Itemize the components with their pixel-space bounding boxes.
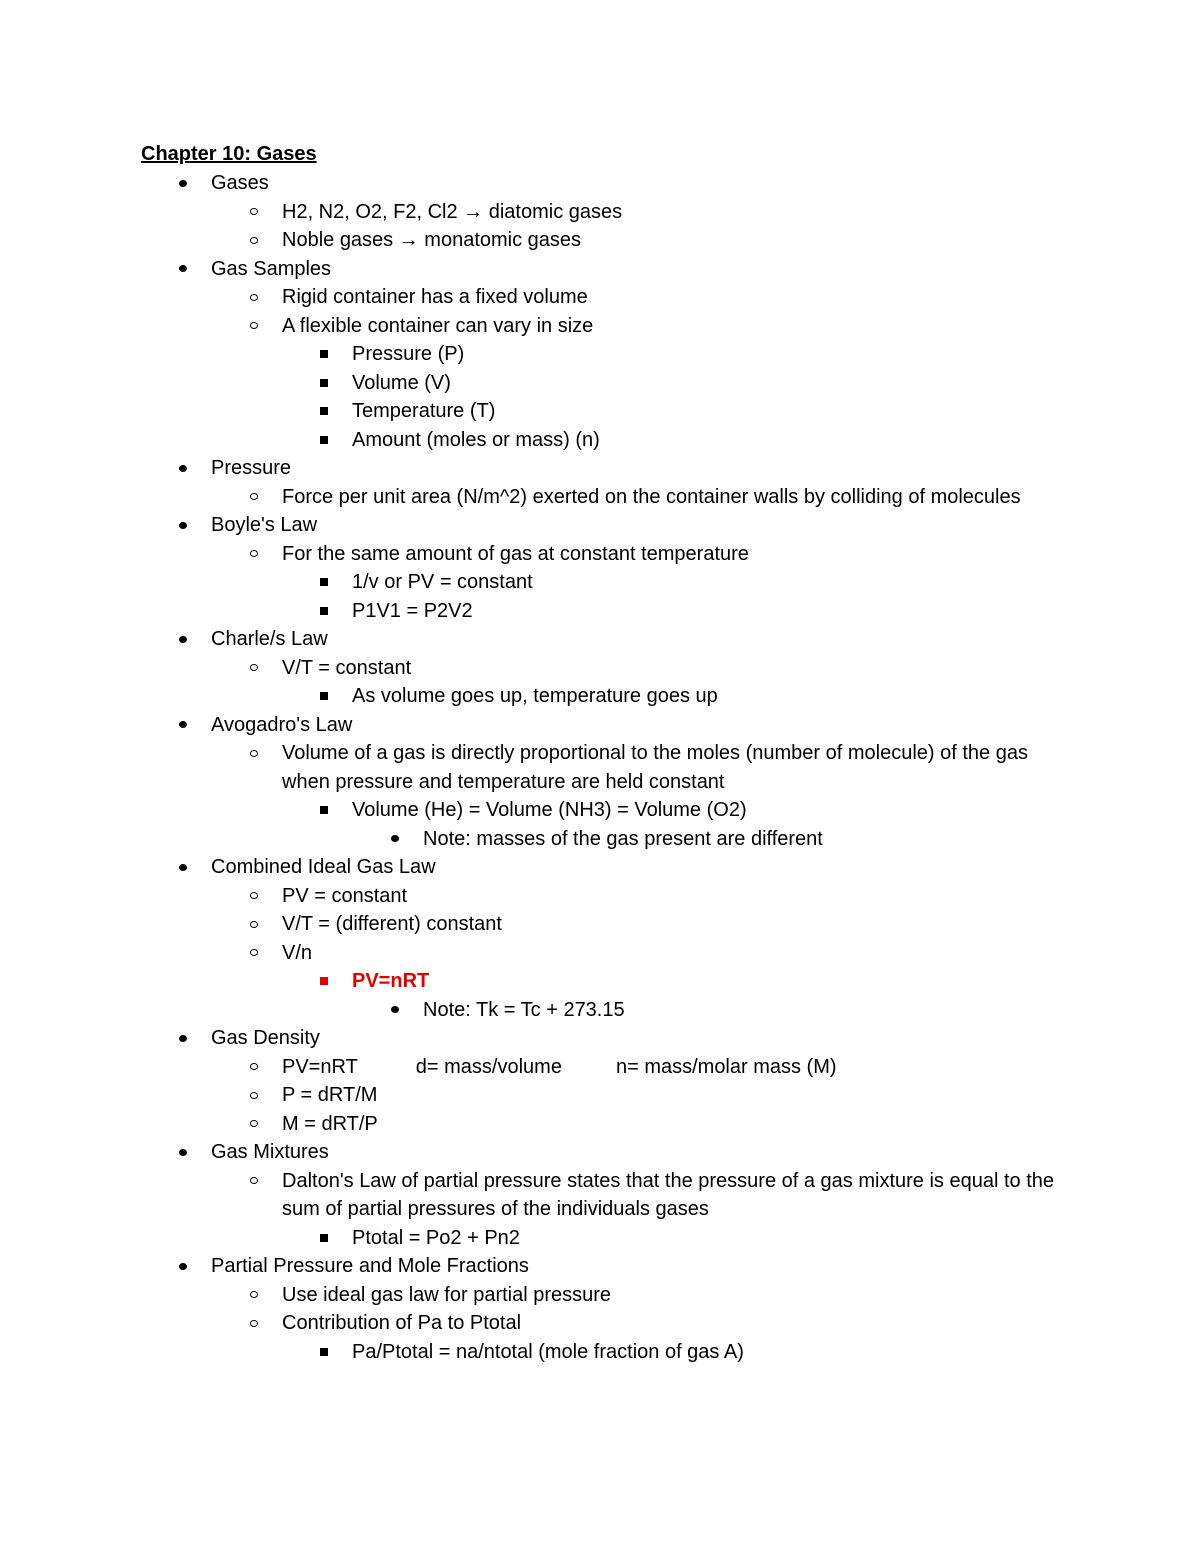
list-item-text: Pressure (P)	[352, 343, 465, 365]
list-item	[0, 625, 1071, 654]
hollow-circle-bullet-icon	[246, 654, 262, 683]
list-item-text: P = dRT/M	[282, 1084, 378, 1106]
list-item-text: Gas Density	[211, 1027, 320, 1049]
list-item	[0, 511, 1071, 540]
list-item-text-part: n= mass/molar mass (M)	[615, 1055, 837, 1078]
filled-circle-bullet-icon	[387, 825, 403, 854]
filled-circle-bullet-icon	[175, 711, 191, 740]
list-item	[0, 1338, 1072, 1367]
list-item	[0, 654, 1072, 683]
page-title: Chapter 10: Gases	[141, 143, 317, 165]
list-item	[0, 426, 1072, 455]
list-item	[0, 568, 1072, 597]
list-item	[0, 1024, 1071, 1053]
hollow-circle-bullet-icon	[246, 312, 262, 341]
filled-circle-bullet-icon	[175, 511, 191, 540]
hollow-circle-bullet-icon	[246, 882, 262, 911]
square-bullet-icon	[316, 597, 332, 626]
list-item-text: Use ideal gas law for partial pressure	[282, 1283, 612, 1306]
hollow-circle-bullet-icon	[246, 1053, 262, 1082]
list-item-text: Combined Ideal Gas Law	[211, 856, 436, 878]
square-bullet-icon	[316, 967, 332, 996]
list-item	[0, 597, 1072, 626]
list-item-text: As volume goes up, temperature goes up	[352, 685, 718, 707]
list-item-text: Noble gases → monatomic gases	[282, 229, 582, 251]
square-bullet-icon	[316, 1338, 332, 1367]
list-item-text: A flexible container can vary in size	[282, 314, 594, 337]
list-item-text: Gases	[211, 172, 269, 194]
hollow-circle-bullet-icon	[246, 910, 262, 939]
hollow-circle-bullet-icon	[246, 1110, 262, 1139]
list-item-text: V/T = (different) constant	[282, 913, 502, 935]
list-item-text: PV = constant	[282, 884, 408, 907]
filled-circle-bullet-icon	[175, 454, 191, 483]
list-item-text: Note: Tk = Tc + 273.15	[423, 998, 625, 1021]
hollow-circle-bullet-icon	[246, 198, 262, 227]
hollow-circle-bullet-icon	[246, 1167, 262, 1196]
filled-circle-bullet-icon	[175, 625, 191, 654]
list-item-text: M = dRT/P	[282, 1112, 378, 1135]
list-item-text: Gas Samples	[211, 257, 332, 280]
filled-circle-bullet-icon	[175, 169, 191, 198]
filled-circle-bullet-icon	[175, 1138, 191, 1167]
list-item-text: Boyle's Law	[211, 514, 318, 536]
square-bullet-icon	[316, 1224, 332, 1253]
list-item-text: 1/v or PV = constant	[352, 571, 533, 593]
square-bullet-icon	[316, 397, 332, 426]
list-item-text: Volume (He) = Volume (NH3) = Volume (O2)	[352, 799, 747, 821]
hollow-circle-bullet-icon	[246, 226, 262, 255]
hollow-circle-bullet-icon	[246, 1309, 262, 1338]
list-item	[0, 255, 1071, 284]
list-item-text-part: PV=nRT	[282, 1055, 358, 1078]
hollow-circle-bullet-icon	[246, 540, 262, 569]
list-item	[0, 169, 1071, 198]
list-item	[0, 1167, 1072, 1224]
filled-circle-bullet-icon	[175, 853, 191, 882]
square-bullet-icon	[316, 682, 332, 711]
list-item	[0, 397, 1072, 426]
list-item-text: V/T = constant	[282, 656, 412, 679]
list-item-text: For the same amount of gas at constant temperature	[282, 542, 749, 565]
hollow-circle-bullet-icon	[246, 1281, 262, 1310]
list-item	[0, 198, 1072, 227]
filled-circle-bullet-icon	[175, 1024, 191, 1053]
list-item-text: Force per unit area (N/m^2) exerted on the container walls by colliding of molecules	[282, 485, 1021, 508]
highlighted-formula: PV=nRT	[352, 970, 430, 992]
list-item-text: Contribution of Pa to Ptotal	[282, 1312, 522, 1334]
list-item	[0, 825, 1073, 854]
filled-circle-bullet-icon	[175, 1252, 191, 1281]
list-item	[0, 939, 1072, 968]
list-item-text: V/n	[282, 941, 313, 964]
square-bullet-icon	[316, 340, 332, 369]
list-item-text: Pa/Ptotal = na/ntotal (mole fraction of gas A)	[352, 1340, 744, 1363]
list-item	[0, 540, 1072, 569]
list-item-text: Pressure	[211, 457, 292, 479]
list-item	[0, 1309, 1072, 1338]
list-item	[0, 1224, 1072, 1253]
list-item	[0, 454, 1071, 483]
list-item	[0, 483, 1072, 512]
list-item-text: Charle/s Law	[211, 628, 328, 650]
square-bullet-icon	[316, 426, 332, 455]
list-item-text: Rigid container has a fixed volume	[282, 286, 588, 308]
notes-outline	[0, 169, 1200, 1366]
list-item-text-part: d= mass/volume	[415, 1055, 562, 1078]
list-item	[0, 226, 1072, 255]
list-item	[0, 1053, 1072, 1082]
list-item	[0, 853, 1071, 882]
hollow-circle-bullet-icon	[246, 483, 262, 512]
list-item-text: Note: masses of the gas present are different	[423, 827, 823, 850]
filled-circle-bullet-icon	[387, 996, 403, 1025]
list-item-text: Temperature (T)	[352, 400, 496, 422]
list-item	[0, 796, 1072, 825]
list-item	[0, 283, 1072, 312]
list-item-text: Volume (V)	[352, 371, 451, 394]
filled-circle-bullet-icon	[175, 255, 191, 284]
hollow-circle-bullet-icon	[246, 739, 262, 768]
list-item	[0, 340, 1072, 369]
list-item-text: Partial Pressure and Mole Fractions	[211, 1255, 529, 1277]
list-item-text: Amount (moles or mass) (n)	[352, 428, 600, 451]
list-item-text: Volume of a gas is directly proportional to the moles (number of molecule) of the gas when pressure and temperature are held constant	[282, 742, 1028, 793]
list-item-text: Ptotal = Po2 + Pn2	[352, 1226, 520, 1249]
hollow-circle-bullet-icon	[246, 283, 262, 312]
list-item	[0, 910, 1072, 939]
list-item	[0, 996, 1073, 1025]
list-item	[0, 967, 1072, 996]
square-bullet-icon	[316, 568, 332, 597]
list-item	[0, 1252, 1071, 1281]
list-item	[0, 711, 1071, 740]
list-item	[0, 369, 1072, 398]
list-item	[0, 1138, 1071, 1167]
list-item-text: Gas Mixtures	[211, 1141, 329, 1163]
list-item-text: H2, N2, O2, F2, Cl2 → diatomic gases	[282, 200, 623, 223]
list-item	[0, 882, 1072, 911]
list-item	[0, 1110, 1072, 1139]
list-item	[0, 739, 1072, 796]
list-item-text: P1V1 = P2V2	[352, 599, 473, 622]
list-item-text: Avogadro's Law	[211, 713, 353, 736]
square-bullet-icon	[316, 369, 332, 398]
list-item	[0, 1081, 1072, 1110]
list-item	[0, 312, 1072, 341]
hollow-circle-bullet-icon	[246, 939, 262, 968]
list-item	[0, 682, 1072, 711]
list-item-text: Dalton's Law of partial pressure states that the pressure of a gas mixture is equal to the sum of partial pressures of the individuals gases	[282, 1169, 1055, 1220]
hollow-circle-bullet-icon	[246, 1081, 262, 1110]
list-item	[0, 1281, 1072, 1310]
square-bullet-icon	[316, 796, 332, 825]
